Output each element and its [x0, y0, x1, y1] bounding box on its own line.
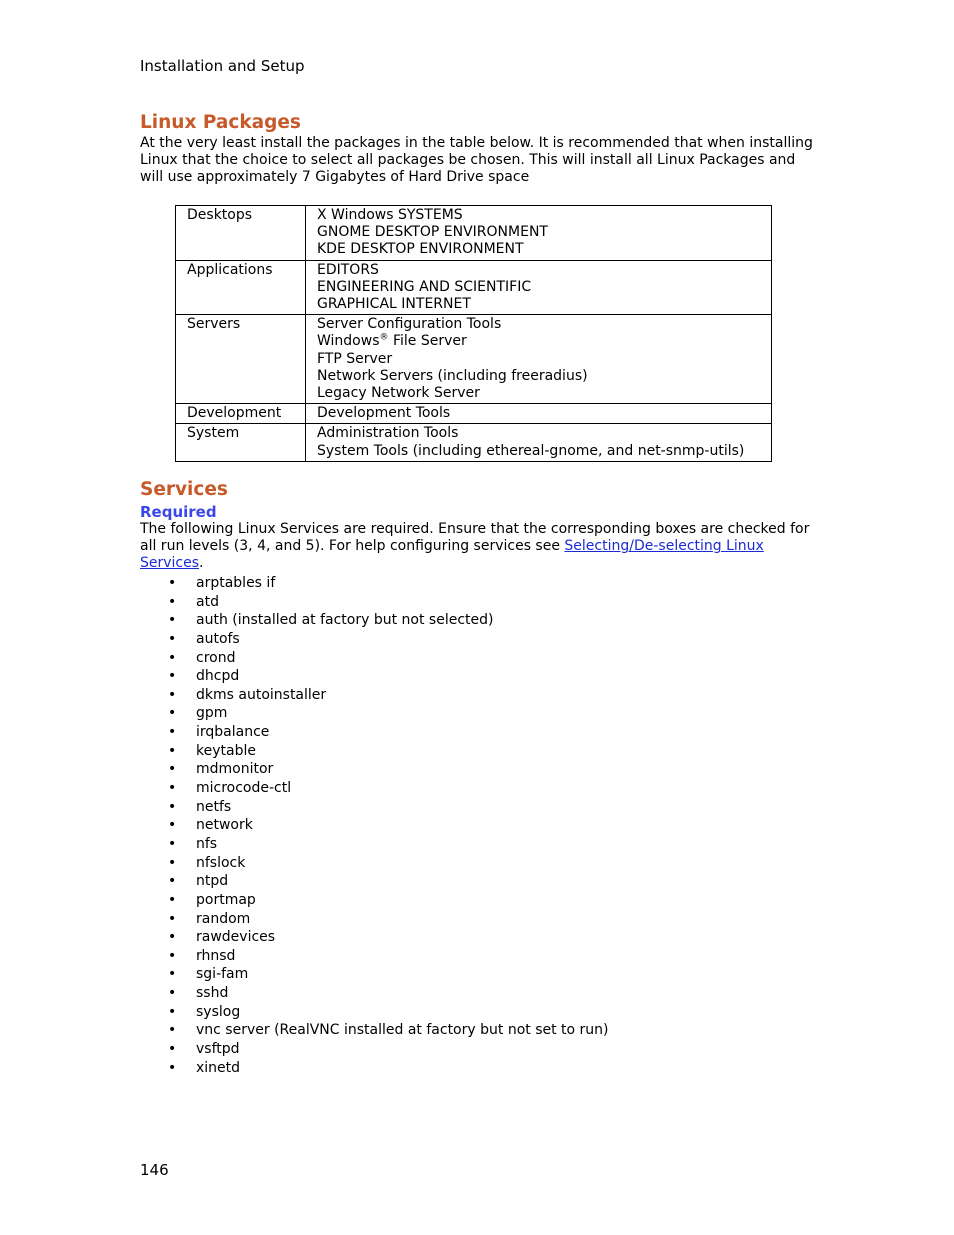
service-name: rhnsd	[196, 947, 236, 964]
service-name: nfslock	[196, 854, 246, 871]
bullet-icon: •	[168, 835, 177, 852]
list-item	[140, 1003, 609, 1022]
list-item	[140, 965, 609, 984]
package-item: X Windows SYSTEMS	[317, 207, 463, 223]
bullet-icon: •	[168, 761, 177, 778]
bullet-icon: •	[168, 649, 177, 666]
windows-label: Windows	[317, 333, 380, 350]
bullet-icon: •	[168, 1022, 177, 1039]
package-item-windows	[317, 333, 760, 350]
package-item: Network Servers (including freeradius)	[317, 367, 588, 384]
service-name: ntpd	[196, 873, 229, 890]
list-item	[140, 816, 609, 835]
bullet-icon: •	[168, 780, 177, 797]
bullet-icon: •	[168, 1059, 177, 1076]
service-name: dkms autoinstaller	[196, 686, 327, 703]
service-name: sgi-fam	[196, 966, 249, 983]
list-item	[140, 1040, 609, 1059]
service-name: syslog	[196, 1003, 241, 1020]
list-item	[140, 742, 609, 761]
bullet-icon: •	[168, 742, 177, 759]
bullet-icon: •	[168, 947, 177, 964]
service-name: auth (installed at factory but not selected)	[196, 612, 494, 629]
package-item: GRAPHICAL INTERNET	[317, 296, 471, 313]
service-name: keytable	[196, 742, 256, 759]
service-name: sshd	[196, 985, 229, 1002]
list-item	[140, 910, 609, 929]
package-item: Administration Tools	[317, 425, 459, 442]
registered-mark: ®	[379, 332, 389, 343]
bullet-icon: •	[168, 985, 177, 1002]
bullet-icon: •	[168, 593, 177, 610]
table-row	[176, 315, 772, 404]
list-item	[140, 723, 609, 742]
list-item	[140, 611, 609, 630]
package-list	[306, 260, 772, 315]
package-category: System	[176, 424, 306, 461]
service-name: netfs	[196, 798, 232, 815]
list-item	[140, 593, 609, 612]
table-row	[176, 404, 772, 424]
bullet-icon: •	[168, 910, 177, 927]
package-item: FTP Server	[317, 350, 393, 367]
list-item	[140, 686, 609, 705]
file-server-label: File Server	[388, 333, 467, 350]
package-item: System Tools (including ethereal-gnome, and net-snmp-utils)	[317, 442, 745, 459]
linux-packages-intro: At the very least install the packages in the table below. It is recommended that when installing Linux that the choice to select all packages be chosen. This will install all Linux Packages and will use approximately 7 Gigabytes of Hard Drive space	[140, 135, 813, 186]
required-subheading: Required	[140, 503, 217, 521]
package-category: Development	[176, 404, 306, 424]
service-name: dhcpd	[196, 668, 240, 685]
service-name: vsftpd	[196, 1041, 240, 1058]
list-item	[140, 649, 609, 668]
required-services-list	[140, 574, 609, 1077]
service-name: xinetd	[196, 1059, 241, 1076]
table-row	[176, 424, 772, 461]
service-name: irqbalance	[196, 724, 270, 741]
list-item	[140, 928, 609, 947]
bullet-icon: •	[168, 854, 177, 871]
bullet-icon: •	[168, 873, 177, 890]
service-name: microcode-ctl	[196, 780, 292, 797]
services-intro-text: The following Linux Services are required. Ensure that the corresponding boxes are checked for all run levels (3, 4, and 5). For help configuring services see	[140, 521, 810, 555]
service-name: portmap	[196, 891, 256, 908]
list-item	[140, 872, 609, 891]
service-name: autofs	[196, 630, 240, 647]
package-item: Legacy Network Server	[317, 385, 480, 402]
service-name: network	[196, 817, 253, 834]
package-list	[306, 206, 772, 261]
packages-table	[175, 205, 772, 462]
bullet-icon: •	[168, 1041, 177, 1058]
linux-packages-heading: Linux Packages	[140, 112, 301, 133]
service-name: nfs	[196, 835, 218, 852]
package-item: EDITORS	[317, 261, 379, 278]
bullet-icon: •	[168, 798, 177, 815]
list-item	[140, 779, 609, 798]
bullet-icon: •	[168, 966, 177, 983]
list-item	[140, 667, 609, 686]
package-item: ENGINEERING AND SCIENTIFIC	[317, 278, 532, 295]
list-item	[140, 854, 609, 873]
service-name: random	[196, 910, 251, 927]
list-item	[140, 630, 609, 649]
service-name: arptables if	[196, 575, 276, 591]
services-intro-end: .	[199, 555, 204, 572]
service-name: vnc server (RealVNC installed at factory but not set to run)	[196, 1022, 609, 1039]
services-intro	[140, 521, 820, 573]
selecting-services-link[interactable]: Selecting/De-selecting Linux Services	[140, 538, 764, 572]
bullet-icon: •	[168, 1003, 177, 1020]
bullet-icon: •	[168, 705, 177, 722]
service-name: mdmonitor	[196, 761, 274, 778]
package-item: Development Tools	[317, 405, 451, 422]
table-row	[176, 206, 772, 261]
package-category: Servers	[176, 315, 306, 404]
running-header: Installation and Setup	[140, 57, 305, 75]
list-item	[140, 984, 609, 1003]
list-item	[140, 835, 609, 854]
list-item	[140, 1021, 609, 1040]
bullet-icon: •	[168, 891, 177, 908]
package-item: KDE DESKTOP ENVIRONMENT	[317, 241, 524, 258]
list-item	[140, 891, 609, 910]
bullet-icon: •	[168, 686, 177, 703]
bullet-icon: •	[168, 630, 177, 647]
list-item	[140, 947, 609, 966]
package-item: Server Configuration Tools	[317, 316, 502, 333]
package-list	[306, 404, 772, 424]
table-row	[176, 260, 772, 315]
package-category: Applications	[176, 260, 306, 315]
list-item	[140, 574, 609, 593]
bullet-icon: •	[168, 575, 177, 591]
bullet-icon: •	[168, 612, 177, 629]
service-name: gpm	[196, 705, 228, 722]
bullet-icon: •	[168, 929, 177, 946]
package-list	[306, 315, 772, 404]
package-item: GNOME DESKTOP ENVIRONMENT	[317, 224, 548, 241]
list-item	[140, 704, 609, 723]
page-number: 146	[140, 1161, 169, 1179]
bullet-icon: •	[168, 668, 177, 685]
list-item	[140, 798, 609, 817]
service-name: atd	[196, 593, 219, 610]
services-heading: Services	[140, 479, 228, 500]
list-item	[140, 760, 609, 779]
bullet-icon: •	[168, 724, 177, 741]
package-category: Desktops	[176, 206, 306, 261]
service-name: crond	[196, 649, 236, 666]
bullet-icon: •	[168, 817, 177, 834]
package-list	[306, 424, 772, 461]
list-item	[140, 1059, 609, 1078]
service-name: rawdevices	[196, 929, 276, 946]
